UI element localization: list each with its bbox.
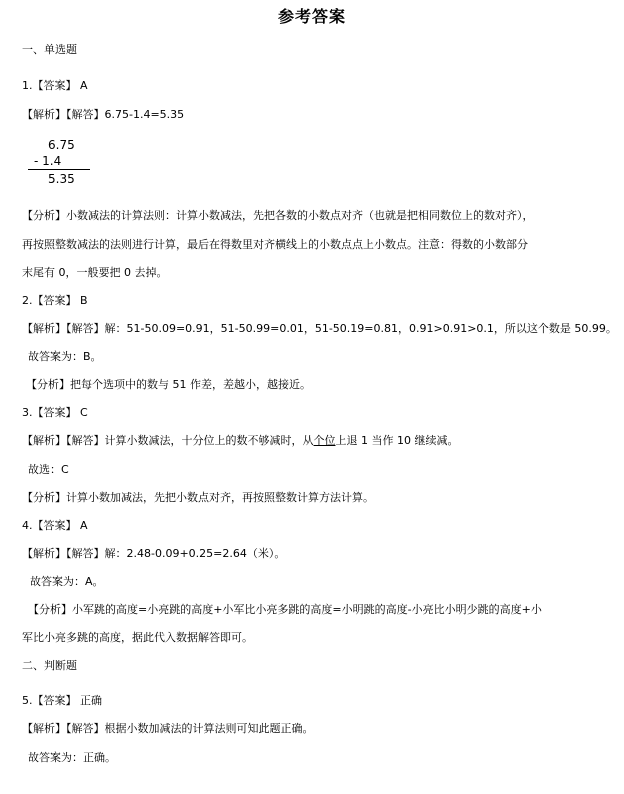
- q2-analysis: 【解析】【解答】解：51-50.09=0.91，51-50.99=0.01，51-50.19=0.81，0.91>0.91>0.1，所以这个数是 50.99。: [22, 322, 617, 335]
- q3-analysis-pre: 【解析】【解答】计算小数减法，十分位上的数不够减时，从: [22, 434, 314, 447]
- q3-analysis-post: 上退 1 当作 10 继续减。: [335, 434, 459, 447]
- q4-answer: 4.【答案】 A: [22, 519, 88, 532]
- q5-analysis: 【解析】【解答】根据小数加减法的计算法则可知此题正确。: [22, 722, 314, 735]
- q4-note-line2: 军比小亮多跳的高度，据此代入数据解答即可。: [22, 631, 253, 644]
- q2-note: 【分析】把每个选项中的数与 51 作差，差越小，越接近。: [26, 378, 311, 391]
- q1-note-line1: 【分析】小数减法的计算法则：计算小数减法，先把各数的小数点对齐（也就是把相同数位上的数对齐），: [22, 209, 534, 222]
- q1-answer: 1.【答案】 A: [22, 79, 88, 92]
- q5-answer: 5.【答案】 正确: [22, 694, 102, 707]
- q3-conclusion: 故选：C: [28, 463, 69, 476]
- q3-answer: 3.【答案】 C: [22, 406, 88, 419]
- q1-vertical-calculation: [28, 137, 90, 187]
- section-heading-single-choice: 一、单选题: [22, 43, 77, 56]
- q3-note: 【分析】计算小数加减法，先把小数点对齐，再按照整数计算方法计算。: [22, 491, 374, 504]
- q4-conclusion: 故答案为：A。: [30, 575, 104, 588]
- q2-conclusion: 故答案为：B。: [28, 350, 102, 363]
- q3-analysis: [22, 433, 458, 449]
- q4-analysis: 【解析】【解答】解：2.48-0.09+0.25=2.64（米）。: [22, 547, 286, 560]
- q3-analysis-underlined: 个位: [313, 434, 336, 447]
- calc-subtrahend: - 1.4: [34, 154, 62, 168]
- section-heading-true-false: 二、判断题: [22, 659, 77, 672]
- q2-answer: 2.【答案】 B: [22, 294, 88, 307]
- q1-analysis: 【解析】【解答】6.75-1.4=5.35: [22, 108, 185, 121]
- calc-rule-line: [28, 169, 90, 170]
- calc-result: 5.35: [48, 172, 75, 186]
- q4-note-line1: 【分析】小军跳的高度=小亮跳的高度+小军比小亮多跳的高度=小明跳的高度-小亮比小明少跳的高度+小: [28, 603, 542, 616]
- calc-minuend: 6.75: [48, 138, 75, 152]
- q1-note-line2: 再按照整数减法的法则进行计算，最后在得数里对齐横线上的小数点点上小数点。注意：得数的小数部分: [22, 238, 528, 251]
- page-title: 参考答案: [277, 7, 346, 26]
- q5-conclusion: 故答案为：正确。: [28, 751, 116, 764]
- q1-note-line3: 末尾有 0，一般要把 0 去掉。: [22, 266, 168, 279]
